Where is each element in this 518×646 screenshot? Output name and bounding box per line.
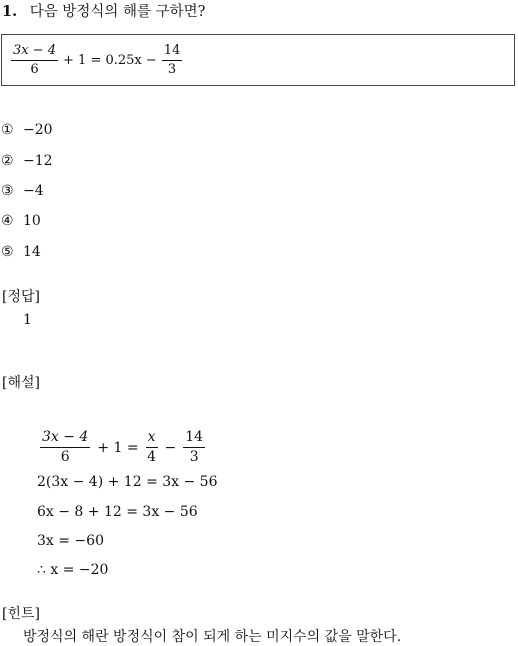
choice-2[interactable] <box>1 153 53 169</box>
explanation-label: [해설] <box>2 375 40 391</box>
question-number: 1. <box>2 3 18 20</box>
solution-step-2: 2(3x − 4) + 12 = 3x − 56 <box>37 474 218 490</box>
solution-step-1 <box>37 430 208 466</box>
choice-mark: ② <box>1 153 14 169</box>
solution-step-3: 6x − 8 + 12 = 3x − 56 <box>37 504 198 520</box>
solution-step-1-middle: + 1 = <box>97 439 139 456</box>
fraction-numerator: 14 <box>183 430 205 448</box>
choice-1[interactable] <box>1 122 53 138</box>
fraction-numerator: 3x − 4 <box>40 430 90 448</box>
choice-3[interactable] <box>1 183 44 199</box>
solution-fraction-a <box>40 430 90 466</box>
fraction-denominator: 4 <box>147 449 157 466</box>
equation-box <box>1 34 515 86</box>
fraction-numerator: 14 <box>162 44 183 61</box>
solution-fraction-c <box>183 430 205 466</box>
fraction-denominator: 6 <box>60 449 70 466</box>
fraction-numerator: 3x − 4 <box>11 44 58 61</box>
question-header <box>2 0 205 21</box>
fraction-numerator: x <box>146 430 158 448</box>
solution-step-4: 3x = −60 <box>37 533 104 549</box>
fraction-denominator: 3 <box>189 449 199 466</box>
choice-value: −20 <box>23 122 53 138</box>
hint-label: [힌트] <box>2 606 40 622</box>
choice-value: 10 <box>23 213 41 229</box>
solution-fraction-b <box>146 430 158 466</box>
choice-mark: ⑤ <box>1 244 14 260</box>
choice-mark: ④ <box>1 213 14 229</box>
choice-value: −12 <box>23 153 53 169</box>
question-text: 다음 방정식의 해를 구하면? <box>29 4 206 20</box>
fraction-denominator: 6 <box>30 62 39 78</box>
choice-mark: ① <box>1 122 14 138</box>
choice-4[interactable] <box>1 213 41 229</box>
choice-value: 14 <box>23 244 41 260</box>
fraction-denominator: 3 <box>167 62 177 78</box>
solution-step-1-minus: − <box>164 439 177 456</box>
choice-mark: ③ <box>1 183 14 199</box>
equation-middle: + 1 = 0.25x − <box>63 53 157 69</box>
equation <box>8 44 185 78</box>
choice-5[interactable] <box>1 244 41 260</box>
answer-label: [정답] <box>2 289 40 305</box>
hint-text: 방정식의 해란 방정식이 참이 되게 하는 미지수의 값을 말한다. <box>23 629 402 645</box>
solution-step-5: ∴ x = −20 <box>37 562 109 578</box>
answer-value: 1 <box>23 312 32 328</box>
equation-fraction-left <box>11 44 58 78</box>
choice-value: −4 <box>23 183 44 199</box>
equation-fraction-right <box>162 44 183 78</box>
